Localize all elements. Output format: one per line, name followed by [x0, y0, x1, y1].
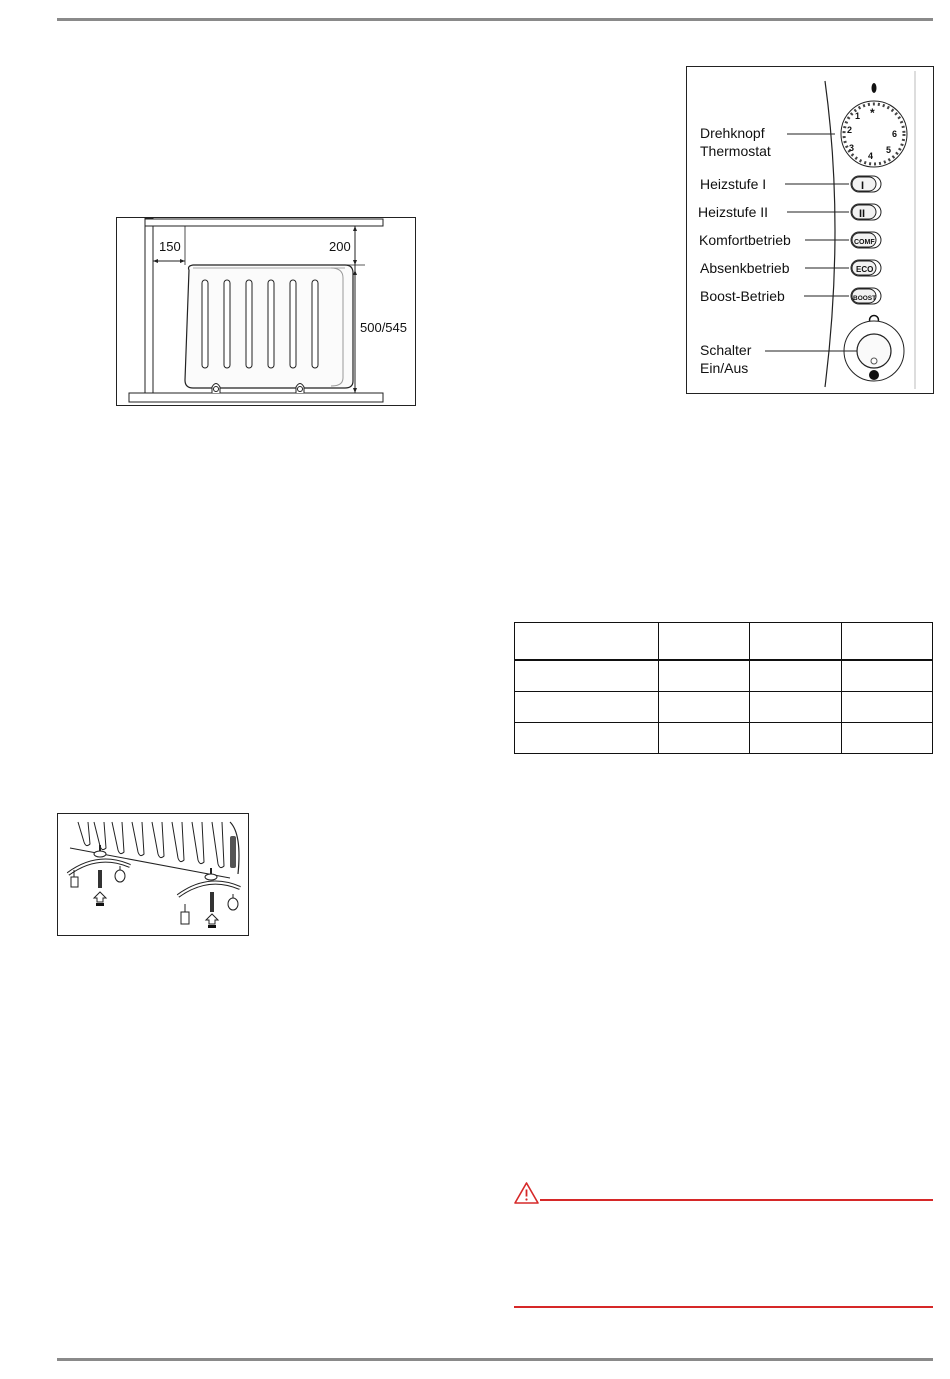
stage1-label: Heizstufe I — [700, 176, 767, 192]
table-cell — [659, 723, 750, 754]
svg-text:3: 3 — [849, 143, 855, 153]
table-cell — [659, 660, 750, 692]
table-cell — [750, 660, 842, 692]
boost-button-label: BOOST — [853, 295, 877, 302]
svg-text:5: 5 — [886, 145, 892, 155]
table-cell — [750, 692, 842, 723]
boost-label: Boost-Betrieb — [700, 288, 785, 304]
eco-button[interactable] — [851, 260, 881, 276]
power-switch-icon[interactable] — [844, 316, 904, 382]
table-cell — [515, 692, 659, 723]
svg-text:4: 4 — [868, 151, 874, 161]
dimension-side-label: 150 — [159, 239, 181, 254]
table-row — [515, 723, 933, 754]
stage2-button-label: II — [859, 208, 866, 220]
svg-text:*: * — [870, 106, 875, 120]
stage1-button[interactable] — [851, 176, 881, 192]
footer-rule — [57, 1358, 933, 1361]
stage1-button-label: I — [861, 180, 865, 192]
power-label-line2: Ein/Aus — [700, 360, 749, 376]
comfort-button-label: COMF — [854, 239, 875, 246]
table-cell — [750, 723, 842, 754]
stage2-label: Heizstufe II — [698, 204, 769, 220]
setback-label: Absenkbetrieb — [700, 260, 790, 276]
comfort-button[interactable] — [851, 232, 881, 248]
right-foot-icon — [178, 868, 240, 928]
dimension-top-label: 200 — [329, 239, 351, 254]
table-cell — [842, 660, 933, 692]
control-panel-diagram — [686, 66, 934, 394]
radiator-illustration — [185, 265, 353, 393]
svg-text:1: 1 — [855, 111, 861, 121]
table-cell — [515, 623, 659, 661]
warning-bottom-rule — [514, 1306, 933, 1308]
comfort-label: Komfortbetrieb — [699, 232, 791, 248]
warning-triangle-icon — [513, 1181, 540, 1205]
dimension-height-label: 500/545 — [360, 320, 407, 335]
table-header-row — [515, 623, 933, 661]
table-row — [515, 692, 933, 723]
svg-text:6: 6 — [892, 129, 898, 139]
table-cell — [515, 660, 659, 692]
left-foot-icon — [68, 845, 130, 906]
thermostat-label-line1: Drehknopf — [700, 125, 765, 141]
stage2-button[interactable] — [851, 204, 881, 220]
warning-top-rule — [540, 1199, 933, 1201]
table-row — [515, 660, 933, 692]
table-cell — [750, 623, 842, 661]
thermostat-dial-icon — [841, 83, 907, 167]
data-table — [514, 622, 933, 754]
power-label-line1: Schalter — [700, 342, 752, 358]
header-rule — [57, 18, 933, 21]
table-cell — [515, 723, 659, 754]
clearance-diagram — [116, 217, 416, 406]
table-cell — [842, 723, 933, 754]
thermostat-label-line2: Thermostat — [700, 143, 771, 159]
table-cell — [659, 692, 750, 723]
feet-mounting-diagram — [57, 813, 249, 936]
eco-button-label: ECO — [856, 265, 874, 274]
table-cell — [659, 623, 750, 661]
svg-text:2: 2 — [847, 125, 853, 135]
boost-button[interactable] — [851, 288, 881, 304]
table-cell — [842, 692, 933, 723]
table-cell — [842, 623, 933, 661]
